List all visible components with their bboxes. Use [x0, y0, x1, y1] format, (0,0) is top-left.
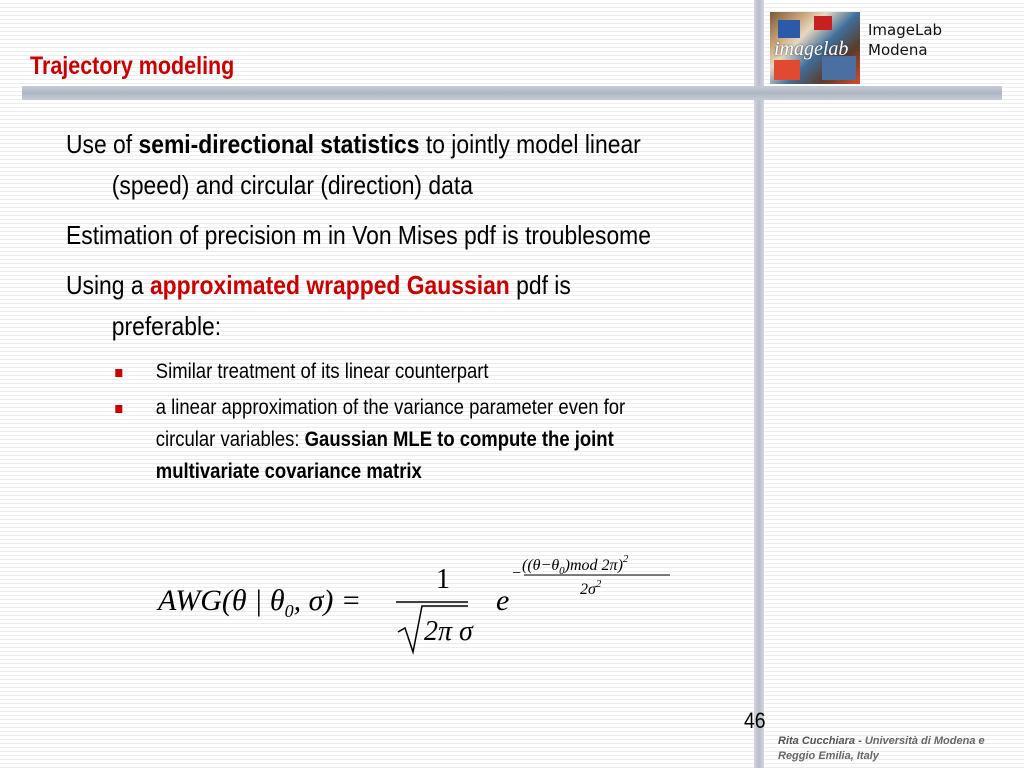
svg-text:e: e — [496, 584, 510, 617]
square-bullet-icon — [115, 369, 122, 377]
svg-text:−: − — [512, 565, 522, 582]
slide-title: Trajectory modeling — [30, 52, 235, 80]
svg-text:AWG(θ | θ0, σ) =: AWG(θ | $\theta_0$, σ) = — [158, 584, 362, 621]
square-bullet-icon — [115, 405, 122, 413]
bullet-item-2: Estimation of precision m in Von Mises pdf is troublesome — [66, 220, 651, 250]
slide-body — [66, 124, 736, 488]
imagelab-logo: imagelab — [770, 12, 860, 84]
vertical-divider-bar — [754, 0, 764, 768]
svg-text:2π σ: 2π σ — [424, 616, 473, 647]
horizontal-divider-bar — [22, 86, 1002, 100]
svg-text:2σ2: $2\sigma^2$ — [580, 578, 602, 598]
org-line-1: ImageLab — [868, 21, 943, 39]
org-name — [868, 20, 942, 60]
footer-affiliation: Università di Modena e Reggio Emilia, Italy — [778, 735, 985, 762]
sub-bullet-item-1: Similar treatment of its linear counterpart — [66, 356, 656, 388]
awg-formula — [150, 540, 690, 660]
sub-bullet-item-2: a linear approximation of the variance parameter even for circular variables: Gaussian MLE to compute the joint multivariate covariance matrix — [66, 392, 656, 488]
bullet-item-1: Use of semi-directional statistics to jointly model linear (speed) and circular (direction) data — [66, 129, 641, 200]
svg-text:1: 1 — [436, 564, 450, 595]
footer-credit — [778, 734, 1008, 764]
bullet-item-3: Using a approximated wrapped Gaussian pdf is preferable: — [66, 270, 571, 341]
svg-text:((θ−θ0)mod 2π)2: ($(\theta-\theta_0)mod$ 2π)$^2$ — [522, 553, 629, 577]
org-line-2: Modena — [868, 41, 928, 59]
page-number: 46 — [744, 708, 766, 733]
footer-author: Rita Cucchiara - — [778, 735, 865, 747]
